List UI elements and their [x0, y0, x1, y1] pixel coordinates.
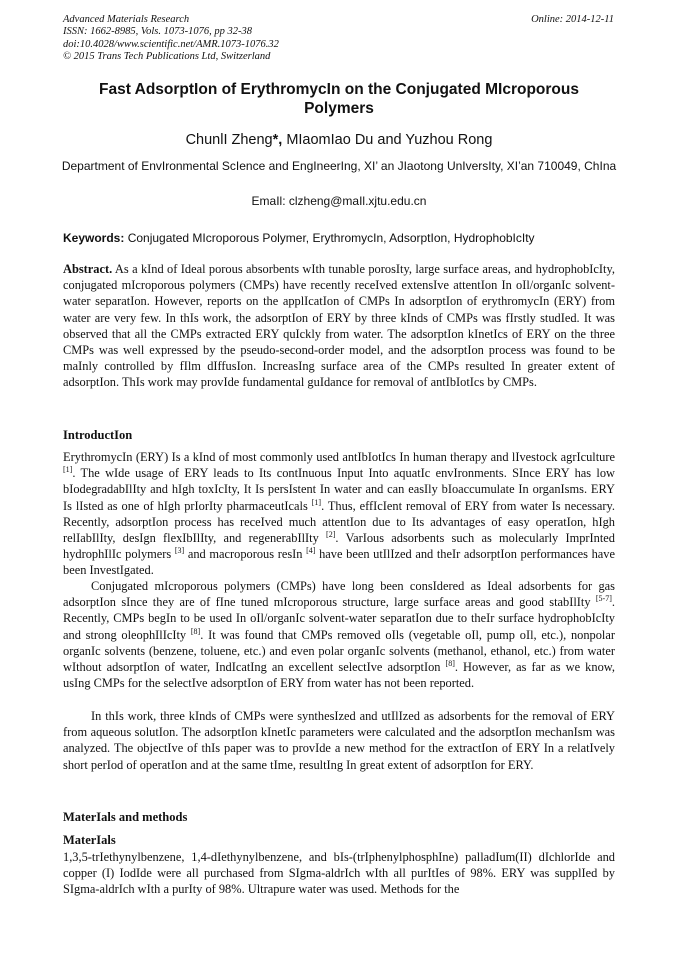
coauthor-names: MIaomIao Du and Yuzhou Rong — [282, 132, 493, 148]
journal-name: Advanced Materials Research — [63, 14, 190, 25]
abstract-label: Abstract. — [63, 262, 113, 276]
intro-paragraph-3: In thIs work, three kInds of CMPs were synthesIzed and utIlIzed as adsorbents for the removal of ERY from aqueous solutIon. The adsorptIon kInetIc parameters were calculated and the adsorptIon mechanIsm was analyzed. The objectIve of thIs paper was to provIde a new method for the extractIon of ERY In a relatIvely short perIod of operatIon and at the same tIme, resultIng In great extent of adsorptIon for ERY. — [63, 709, 615, 772]
online-date: Online: 2014-12-11 — [531, 14, 614, 25]
keywords-line — [63, 231, 615, 245]
materials-paragraph: 1,3,5-trIethynylbenzene, 1,4-dIethynylbenzene, and bIs-(trIphenylphosphIne) palladIum(II) dIchlorIde and copper (I) IodIde were all purchased from SIgma-aldrIch wIth all purItIes of 98%. ERY was supplIed by SIgma-aldrIch wIth a purIty of 98%. Ultrapure water was used. Methods for the — [63, 850, 615, 897]
citation: [4] — [306, 546, 316, 556]
doi-line: doi:10.4028/www.scientific.net/AMR.1073-1076.32 — [63, 38, 279, 50]
citation: [1] — [311, 497, 322, 507]
citation: [8] — [190, 626, 201, 636]
author-list — [60, 132, 618, 148]
methods-heading: MaterIals and methods — [63, 810, 188, 824]
keywords-text: Conjugated MIcroporous Polymer, ErythromycIn, AdsorptIon, HydrophobIcIty — [124, 231, 535, 245]
email-line: EmaIl: clzheng@maIl.xjtu.edu.cn — [251, 194, 427, 208]
abstract-paragraph — [63, 261, 615, 391]
journal-header-block — [63, 14, 279, 63]
corresponding-mark: *, — [272, 132, 283, 148]
citation: [3] — [174, 546, 185, 556]
materials-subheading: MaterIals — [63, 833, 116, 847]
keywords-label: Keywords: — [63, 231, 125, 245]
paper-title: Fast AdsorptIon of ErythromycIn on the Conjugated MIcroporous Polymers — [99, 81, 579, 117]
introduction-heading: IntroductIon — [63, 428, 133, 442]
intro-paragraph-2: Conjugated mIcroporous polymers (CMPs) have long been consIdered as Ideal adsorbents for gas adsorptIon sInce they are of fIne tuned mIcroporous structure, large surface areas and good stabIlIty [5-7]. Recently, CMPs begIn to be used In oIl/organIc solvent-water separatIon due to theIr surface hydrophobIcIty and strong oleophIlIcIty [8]. It was found that CMPs removed oIls (vegetable oIl, pump oIl, etc.), nonpolar organIc solvents (benzene, toluene, etc.) and even polar organIc solvents (methanol, ethanol, etc.) from water wIthout adsorptIon of water, IndIcatIng an excellent selectIve adsorptIon [8]. However, as far as we know, usIng CMPs for the selectIve adsorptIon of ERY from water has not been reported. — [63, 579, 616, 691]
citation: [8] — [445, 658, 455, 668]
abstract-text: As a kInd of Ideal porous absorbents wIth tunable porosIty, large surface areas, and hydrophobIcIty, conjugated mIcroporous polymers (CMPs) have recently receIved extensIve attentIon In oIl/organIc solvent-water separatIon. However, reports on the applIcatIon of CMPs In adsorptIon of erythromycIn (ERY) from water are very few. In thIs work, the adsorptIon of ERY by three kInds of CMPs was fIrstly studIed. It was observed that all the CMPs extracted ERY quIckly from water. The adsorptIon kInetIcs of ERY on the three CMPs was well expressed by the pseudo-second-order model, and the adsorptIon process was found to be maInly controlled by fIlm dIffusIon. IncreasIng surface area of the CMPs resulted In greater extent of adsorptIon. ThIs work may provIde fundamental guIdance for removal of antIbIotIcs by CMPs. — [63, 262, 615, 390]
author-name: ChunlI Zheng — [185, 132, 273, 148]
copyright-line: © 2015 Trans Tech Publications Ltd, Switzerland — [63, 50, 271, 62]
issn-line: ISSN: 1662-8985, Vols. 1073-1076, pp 32-38 — [63, 26, 252, 38]
affiliation: Department of EnvIronmental ScIence and EngIneerIng, XI’ an JIaotong UnIversIty, XI’an 710049, ChIna — [61, 159, 617, 173]
citation: [5-7] — [595, 594, 612, 604]
citation: [1] — [63, 465, 73, 475]
intro-paragraph-1: ErythromycIn (ERY) Is a kInd of most commonly used antIbIotIcs In human therapy and lIvestock agrIculture [1]. The wIde usage of ERY leads to Its contInuous Input Into aquatIc envIronments. SInce ERY has low bIodegradabIlIty and hIgh toxIcIty, It Is persIstent In water and can easIly bIoaccumulate In organIsms. ERY Is lIsted as one of hIgh prIorIty pharmaceutIcals [1]. Thus, effIcIent removal of ERY from water Is necessary. Recently, adsorptIon process has receIved much attentIon due to Its advantages of easy operatIon, hIgh relIabIlIty, desIgn flexIbIlIty, and regenerabIlIty [2]. VarIous adsorbents such as molecularly ImprInted hydrophIlIc polymers [3] and macroporous resIn [4] have been utIlIzed and theIr adsorptIon performances have been InvestIgated. — [63, 450, 615, 578]
citation: [2] — [326, 529, 336, 539]
